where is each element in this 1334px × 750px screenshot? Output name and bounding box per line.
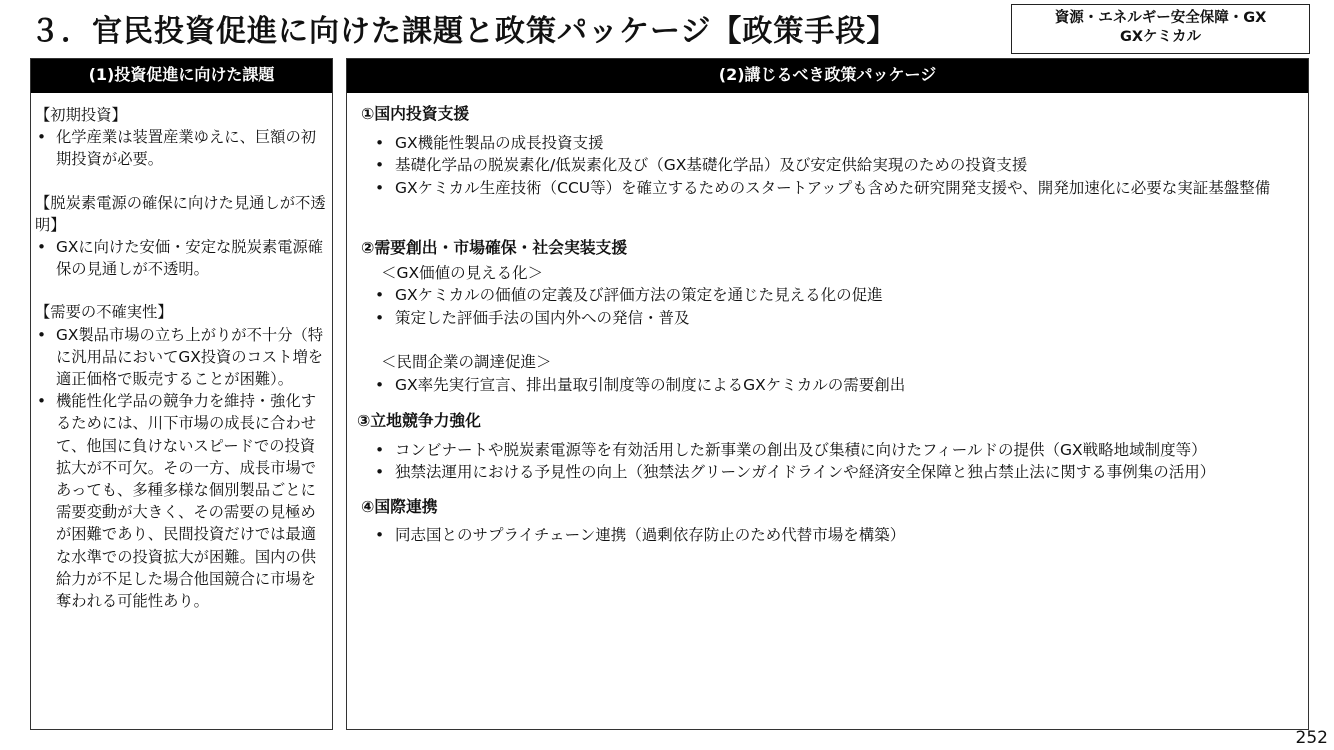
- issue-bullet: • 機能性化学品の競争力を維持・強化するためには、川下市場の成長に合わせて、他国に負けないスピードでの投資拡大が不可欠。その一方、成長市場であっても、多種多様な個別製品ごとに需要変動が大きく、その需要の見極めが困難であり、民間投資だけでは最適な水準での投資拡大が困難。国内の供給力が不足した場合他国競合に市場を奪われる可能性あり。: [35, 390, 328, 612]
- issue-heading: 【脱炭素電源の確保に向けた見通しが不透明】: [35, 193, 326, 234]
- policy-section-location-competitiveness: [357, 410, 1294, 484]
- category-tag: [1011, 4, 1310, 54]
- policy-heading: ③立地競争力強化: [357, 411, 481, 430]
- policy-heading: ④国際連携: [361, 496, 438, 516]
- category-tag-line2: GXケミカル: [1119, 29, 1202, 45]
- issue-section-initial-investment: [35, 104, 328, 171]
- policy-subheading: ＜民間企業の調達促進＞: [381, 353, 552, 371]
- issue-heading: 【初期投資】: [35, 106, 127, 124]
- policy-heading: ①国内投資支援: [361, 104, 470, 123]
- policy-bullet: • コンビナートや脱炭素電源等を有効活用した新事業の創出及び集積に向けたフィールドの提供（GX戦略地域制度等）: [361, 439, 1294, 462]
- issues-panel: [30, 58, 333, 730]
- policy-panel-header: (2)講じるべき政策パッケージ: [347, 59, 1308, 93]
- issue-bullet: • GX製品市場の立ち上がりが不十分（特に汎用品においてGX投資のコスト増を適正価格で販売することが困難）。: [35, 324, 328, 391]
- category-tag-line1: 資源・エネルギー安全保障・GX: [1054, 10, 1267, 26]
- policy-bullet: • GXケミカル生産技術（CCU等）を確立するためのスタートアップも含めた研究開発支援や、開発加速化に必要な実証基盤整備: [361, 177, 1294, 200]
- policy-section-international: [361, 496, 1294, 547]
- policy-body: [347, 93, 1308, 547]
- issue-bullet: • GXに向けた安価・安定な脱炭素電源確保の見通しが不透明。: [35, 236, 328, 280]
- issues-panel-header: (1)投資促進に向けた課題: [31, 59, 332, 93]
- page-title: ３．官民投資促進に向けた課題と政策パッケージ【政策手段】: [30, 14, 898, 49]
- issues-body: [31, 93, 332, 612]
- policy-panel: [346, 58, 1309, 730]
- issue-section-power-supply: [35, 192, 328, 281]
- issue-heading: 【需要の不確実性】: [35, 303, 173, 322]
- policy-bullet: • GXケミカルの価値の定義及び評価方法の策定を通じた見える化の促進: [361, 284, 1294, 307]
- issue-section-demand-uncertainty: [35, 301, 328, 612]
- policy-bullet: • 基礎化学品の脱炭素化/低炭素化及び（GX基礎化学品）及び安定供給実現のための投資支援: [361, 154, 1294, 177]
- policy-section-domestic-investment: [361, 103, 1294, 199]
- policy-subheading: ＜GX価値の見える化＞: [381, 263, 544, 282]
- policy-bullet: • 独禁法運用における予見性の向上（独禁法グリーンガイドラインや経済安全保障と独占禁止法に関する事例集の活用）: [361, 461, 1294, 484]
- policy-heading: ②需要創出・市場確保・社会実装支援: [361, 238, 628, 257]
- policy-bullet: • GX率先実行宣言、排出量取引制度等の制度によるGXケミカルの需要創出: [361, 374, 1294, 397]
- policy-bullet: • GX機能性製品の成長投資支援: [361, 132, 1294, 155]
- policy-bullet: • 策定した評価手法の国内外への発信・普及: [361, 307, 1294, 330]
- page-number: 252: [1295, 728, 1328, 748]
- policy-bullet: • 同志国とのサプライチェーン連携（過剰依存防止のため代替市場を構築）: [361, 524, 1294, 547]
- issue-bullet: • 化学産業は装置産業ゆえに、巨額の初期投資が必要。: [35, 126, 328, 170]
- policy-section-demand-creation: [361, 237, 1294, 396]
